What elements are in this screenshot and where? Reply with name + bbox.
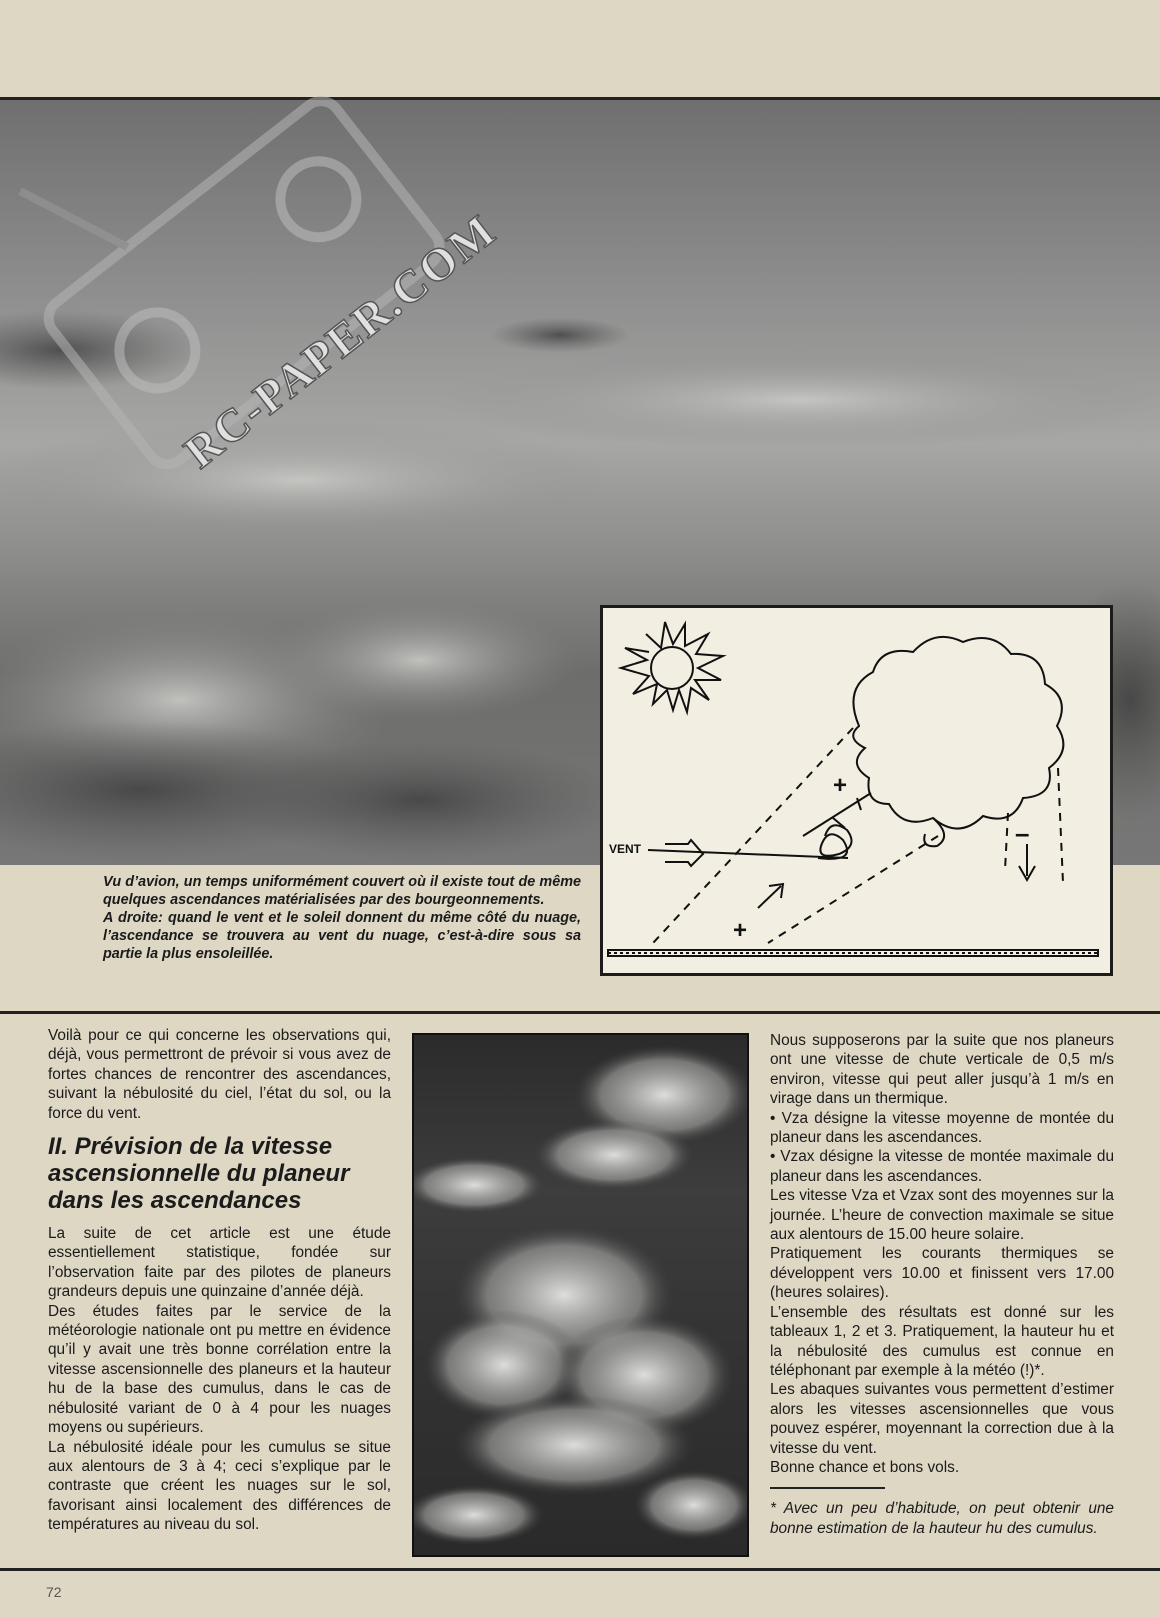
rc-paper-watermark	[0, 0, 520, 520]
plus-sign-upper: +	[833, 772, 848, 799]
left-stick-icon	[104, 297, 211, 404]
intro-paragraph: Voilà pour ce qui concerne les observations qui, déjà, vous permettront de prévoir si vous avez de fortes chances de rencontrer des ascendances, suivant la nébulosité du ciel, l’état du sol, ou la force du vent.	[48, 1027, 391, 1122]
sun-rays-icon	[621, 622, 723, 712]
cumulus-photo	[412, 1033, 749, 1557]
glider-icon	[803, 793, 871, 836]
page-number: 72	[46, 1584, 62, 1600]
paragraph: Pratiquement les courants thermiques se développent vers 10.00 et finissent vers 17.00 (heures solaires).	[770, 1245, 1114, 1302]
thermal-diagram	[600, 605, 1113, 976]
right-stick-icon	[265, 146, 372, 253]
paragraph: • Vza désigne la vitesse moyenne de montée du planeur dans les ascendances.	[770, 1109, 1114, 1147]
spiral-flight-path	[818, 825, 852, 859]
vent-label: VENT	[609, 842, 642, 856]
paragraph: La suite de cet article est une étude essentiellement statistique, fondée sur l’observation faite par des pilotes de planeurs grandeurs depuis une quinzaine d’année déjà.	[48, 1225, 391, 1301]
thermal-boundary-right	[768, 836, 938, 943]
footnote: * Avec un peu d’habitude, on peut obtenir une bonne estimation de la hauteur hu des cumulus.	[770, 1500, 1114, 1537]
wind-line	[648, 850, 848, 858]
cloud-tail	[924, 818, 944, 846]
paragraph: Des études faites par le service de la météorologie nationale ont pu mettre en évidence qu’il y avait une très bonne corrélation entre la vitesse ascensionnelle des planeurs et la hauteur hu de la base des cumulus, dans le cas de nébulosité variant de 0 à 4 pour les nuages moyens ou supérieurs.	[48, 1302, 391, 1437]
paragraph: Les vitesse Vza et Vzax sont des moyennes sur la journée. L’heure de convection maximale se situe aux alentours de 15.00 heure solaire.	[770, 1187, 1114, 1244]
sun-icon	[651, 647, 693, 689]
wind-arrow-icon	[665, 840, 703, 866]
column-right	[770, 1031, 1114, 1538]
sink-boundary-right	[1058, 768, 1063, 883]
paragraph: L’ensemble des résultats est donné sur les tableaux 1, 2 et 3. Pratiquement, la hauteur hu et la nébulosité des cumulus est connue en téléphonant par exemple à la météo (!)*.	[770, 1303, 1114, 1379]
minus-sign: –	[1015, 818, 1030, 848]
caption-line-1: Vu d’avion, un temps uniformément couvert où il existe tout de même quelques ascendances matérialisées par des bourgeonnements.	[103, 874, 581, 908]
cumulus-texture	[414, 1035, 747, 1555]
paragraph: La nébulosité idéale pour les cumulus se situe aux alentours de 3 à 4; ceci s’explique par le contraste que créent les nuages sur le sol, favorisant ainsi localement des différences de températures au niveau du sol.	[48, 1438, 391, 1534]
footnote-rule	[770, 1487, 885, 1489]
caption-line-2: A droite: quand le vent et le soleil donnent du même côté du nuage, l’ascendance se trouvera au vent du nuage, c’est-à-dire sous sa partie la plus ensoleillée.	[103, 910, 581, 962]
watermark-text: RC-PAPER.COM	[174, 203, 506, 478]
rising-arrow-icon	[758, 886, 781, 908]
paragraph: Les abaques suivantes vous permettent d’estimer alors les vitesses ascensionnelles que vous pouvez espérer, moyennant la correction due à la vitesse du vent.	[770, 1381, 1114, 1457]
paragraph: • Vzax désigne la vitesse de montée maximale du planeur dans les ascendances.	[770, 1148, 1114, 1185]
section-heading: II. Prévision de la vitesse ascensionnelle du planeur dans les ascendances	[48, 1133, 350, 1215]
bottom-rule	[0, 1568, 1160, 1571]
column-left	[48, 1026, 391, 1535]
photo-caption	[103, 873, 581, 963]
middle-rule	[0, 1011, 1160, 1014]
paragraph: Nous supposerons par la suite que nos planeurs ont une vitesse de chute verticale de 0,5 m/s environ, vitesse qui peut aller jusqu’à 1 m/s en virage dans un thermique.	[770, 1032, 1114, 1108]
plus-sign-lower: +	[733, 917, 748, 944]
thermal-boundary-left	[653, 728, 853, 943]
sink-boundary-left	[1005, 813, 1008, 870]
diagram-drawing	[603, 608, 1110, 973]
cumulus-cloud-icon	[853, 637, 1063, 829]
paragraph: Bonne chance et bons vols.	[770, 1458, 960, 1476]
